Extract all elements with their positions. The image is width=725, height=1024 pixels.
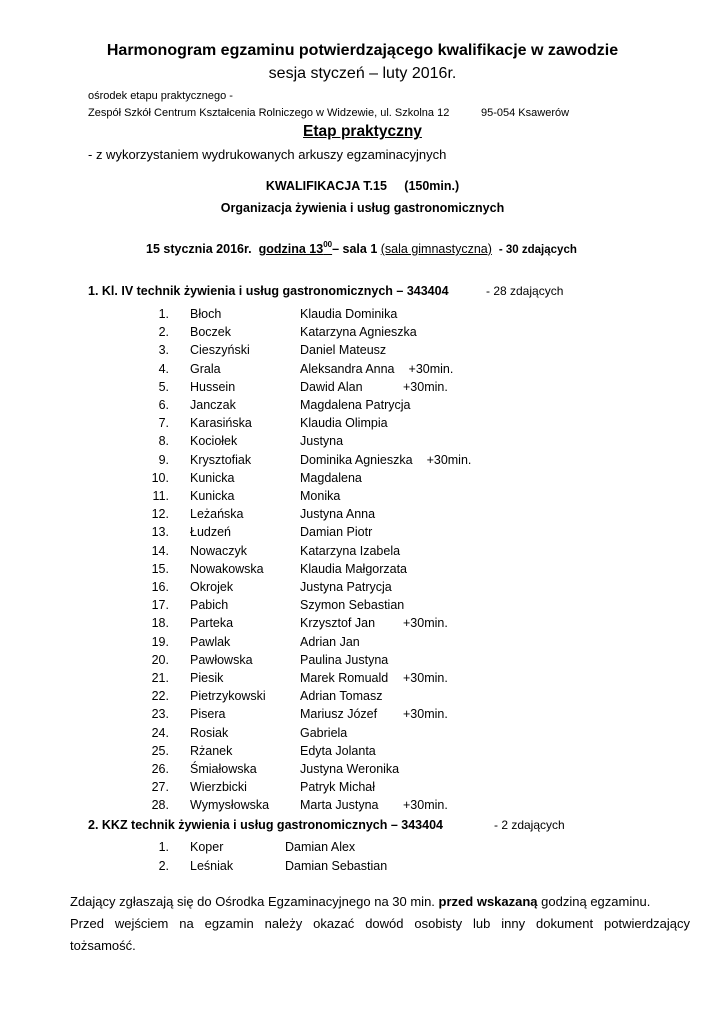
student-row <box>0 380 725 398</box>
section1-title: 1. Kl. IV technik żywienia i usług gastronomicznych – 343404 <box>88 284 449 298</box>
student-first-name: Krzysztof Jan <box>300 616 376 631</box>
student-number: 27. <box>151 780 169 795</box>
student-number: 20. <box>151 652 169 667</box>
student-first-name: Damian Sebastian <box>285 858 388 873</box>
student-number: 22. <box>151 689 169 704</box>
student-extra-time: +30min. <box>403 379 448 394</box>
student-first-name: Gabriela <box>300 725 348 740</box>
student-number: 15. <box>151 561 169 576</box>
student-last-name: Krysztofiak <box>190 452 252 467</box>
student-last-name: Kociołek <box>190 434 238 449</box>
student-number: 9. <box>158 452 169 467</box>
student-first-name: Justyna <box>300 434 344 449</box>
student-row <box>0 544 725 562</box>
student-number: 2. <box>158 858 169 873</box>
student-row <box>0 598 725 616</box>
student-first-name: Paulina Justyna <box>300 652 389 667</box>
student-first-name: Marek Romuald <box>300 671 389 685</box>
exam-total: - 30 zdających <box>498 244 577 256</box>
student-last-name: Koper <box>190 840 224 854</box>
student-row <box>0 653 725 671</box>
student-row <box>0 562 725 580</box>
student-first-name: Aleksandra Anna <box>300 361 395 376</box>
footer-line-2: Przed wejściem na egzamin należy okazać dowód osobisty lub inny dokument potwierdzający <box>70 916 690 931</box>
student-number: 21. <box>151 671 169 685</box>
footer-line-3: tożsamość. <box>70 938 136 953</box>
student-last-name: Rżanek <box>190 743 233 758</box>
exam-room-note: (sala gimnastyczna) <box>380 242 492 256</box>
student-row <box>0 635 725 653</box>
student-last-name: Śmiałowska <box>190 762 257 776</box>
student-number: 8. <box>158 434 169 449</box>
student-number: 25. <box>151 743 169 758</box>
student-row <box>0 416 725 434</box>
student-number: 26. <box>151 762 169 776</box>
student-row <box>0 453 725 471</box>
student-row <box>0 859 725 877</box>
student-first-name: Monika <box>300 489 341 503</box>
student-number: 17. <box>151 598 169 613</box>
exam-time-hour: godzina 13 <box>258 242 324 256</box>
student-last-name: Pabich <box>190 598 229 613</box>
student-number: 7. <box>158 416 169 431</box>
student-row <box>0 762 725 780</box>
student-row <box>0 325 725 343</box>
qualification-heading <box>0 179 725 193</box>
student-last-name: Boczek <box>190 325 231 340</box>
student-number: 18. <box>151 616 169 631</box>
student-number: 1. <box>158 307 169 321</box>
student-row <box>0 580 725 598</box>
student-row <box>0 525 725 543</box>
student-number: 2. <box>158 325 169 340</box>
student-number: 5. <box>158 379 169 394</box>
student-first-name: Dominika Agnieszka <box>300 452 413 467</box>
student-first-name: Justyna Weronika <box>300 762 400 776</box>
section1-count: - 28 zdających <box>486 284 564 298</box>
student-last-name: Piesik <box>190 671 224 685</box>
student-last-name: Grala <box>190 361 221 376</box>
center-postal: 95-054 Ksawerów <box>481 107 570 119</box>
student-first-name: Damian Alex <box>285 840 356 854</box>
student-extra-time: +30min. <box>403 616 448 631</box>
student-first-name: Edyta Jolanta <box>300 743 376 758</box>
student-row <box>0 689 725 707</box>
student-last-name: Kunicka <box>190 470 235 485</box>
student-last-name: Nowakowska <box>190 561 264 576</box>
student-last-name: Leśniak <box>190 858 234 873</box>
student-number: 1. <box>158 840 169 854</box>
student-number: 28. <box>151 798 169 813</box>
student-row <box>0 434 725 452</box>
stage-note: - z wykorzystaniem wydrukowanych arkuszy egzaminacyjnych <box>88 147 447 162</box>
student-first-name: Szymon Sebastian <box>300 598 405 613</box>
student-first-name: Adrian Tomasz <box>300 689 383 704</box>
student-extra-time: +30min. <box>403 798 448 813</box>
student-last-name: Pawłowska <box>190 652 253 667</box>
student-number: 12. <box>151 507 169 522</box>
student-row <box>0 343 725 361</box>
student-row <box>0 398 725 416</box>
student-first-name: Patryk Michał <box>300 780 376 795</box>
student-number: 13. <box>151 525 169 540</box>
center-name: Zespół Szkół Centrum Kształcenia Rolniczego w Widzewie, ul. Szkolna 12 <box>88 107 450 119</box>
student-row <box>0 744 725 762</box>
student-number: 19. <box>151 634 169 649</box>
footer-line1-pre: Zdający zgłaszają się do Ośrodka Egzaminacyjnego na 30 min. <box>70 894 435 909</box>
student-extra-time: +30min. <box>403 707 448 722</box>
student-last-name: Rosiak <box>190 725 229 740</box>
student-last-name: Kunicka <box>190 489 235 503</box>
center-label: ośrodek etapu praktycznego - <box>88 90 233 102</box>
student-row <box>0 840 725 858</box>
student-last-name: Nowaczyk <box>190 543 247 558</box>
student-first-name: Magdalena Patrycja <box>300 398 411 412</box>
student-first-name: Justyna Patrycja <box>300 580 392 594</box>
student-last-name: Pawlak <box>190 634 231 649</box>
student-number: 23. <box>151 707 169 722</box>
student-last-name: Błoch <box>190 307 222 321</box>
student-first-name: Katarzyna Agnieszka <box>300 325 417 340</box>
footer-line1-bold: przed wskazaną <box>438 894 538 909</box>
exam-time <box>259 242 333 256</box>
student-last-name: Łudzeń <box>190 525 232 540</box>
qualification-code: KWALIFIKACJA T.15 <box>265 179 387 193</box>
student-first-name: Justyna Anna <box>300 507 376 522</box>
student-number: 4. <box>158 361 169 376</box>
student-number: 24. <box>151 725 169 740</box>
student-first-name: Katarzyna Izabela <box>300 543 401 558</box>
session-subtitle: sesja styczeń – luty 2016r. <box>268 65 457 82</box>
student-row <box>0 471 725 489</box>
student-number: 16. <box>151 580 169 594</box>
student-number: 14. <box>151 543 169 558</box>
footer-line-1 <box>70 894 690 909</box>
student-last-name: Pisera <box>190 707 226 722</box>
qualification-name: Organizacja żywienia i usług gastronomicznych <box>220 201 505 215</box>
student-row <box>0 616 725 634</box>
section2-title: 2. KKZ technik żywienia i usług gastronomicznych – 343404 <box>88 818 443 832</box>
student-first-name: Klaudia Olimpia <box>300 416 388 431</box>
student-row <box>0 507 725 525</box>
qualification-duration: (150min.) <box>404 179 460 193</box>
student-first-name: Mariusz Józef <box>300 707 378 722</box>
footer-line1-post: godziną egzaminu. <box>541 894 651 909</box>
student-last-name: Pietrzykowski <box>190 689 266 704</box>
student-row <box>0 671 725 689</box>
student-last-name: Okrojek <box>190 580 234 594</box>
student-row <box>0 780 725 798</box>
document-title: Harmonogram egzaminu potwierdzającego kwalifikacje w zawodzie <box>106 42 619 59</box>
student-first-name: Adrian Jan <box>300 634 360 649</box>
student-first-name: Klaudia Dominika <box>300 307 398 321</box>
exam-room: – sala 1 <box>332 242 378 256</box>
section2-count: - 2 zdających <box>494 818 565 832</box>
student-extra-time: +30min. <box>403 671 448 685</box>
exam-time-minutes: 00 <box>323 240 333 249</box>
student-first-name: Marta Justyna <box>300 798 379 813</box>
student-first-name: Damian Piotr <box>300 525 373 540</box>
student-last-name: Hussein <box>190 379 236 394</box>
student-first-name: Magdalena <box>300 470 362 485</box>
student-first-name: Klaudia Małgorzata <box>300 561 408 576</box>
student-row <box>0 798 725 816</box>
student-number: 10. <box>151 470 169 485</box>
student-extra-time: +30min. <box>408 361 454 376</box>
exam-date: 15 stycznia 2016r. <box>146 242 252 256</box>
student-row <box>0 307 725 325</box>
student-last-name: Wierzbicki <box>190 780 247 795</box>
student-row <box>0 489 725 507</box>
student-last-name: Leżańska <box>190 507 244 522</box>
student-first-name: Dawid Alan <box>300 379 363 394</box>
student-last-name: Wymysłowska <box>190 798 270 813</box>
student-first-name: Daniel Mateusz <box>300 343 387 358</box>
student-last-name: Karasińska <box>190 416 252 431</box>
student-last-name: Cieszyński <box>190 343 250 358</box>
student-number: 3. <box>158 343 169 358</box>
student-extra-time: +30min. <box>426 452 472 467</box>
student-number: 11. <box>152 489 169 503</box>
student-last-name: Parteka <box>190 616 234 631</box>
schedule-line <box>146 240 577 256</box>
student-row <box>0 362 725 380</box>
student-last-name: Janczak <box>190 398 236 412</box>
student-row <box>0 707 725 725</box>
stage-title: Etap praktyczny <box>303 123 422 140</box>
student-number: 6. <box>158 398 169 412</box>
student-row <box>0 726 725 744</box>
